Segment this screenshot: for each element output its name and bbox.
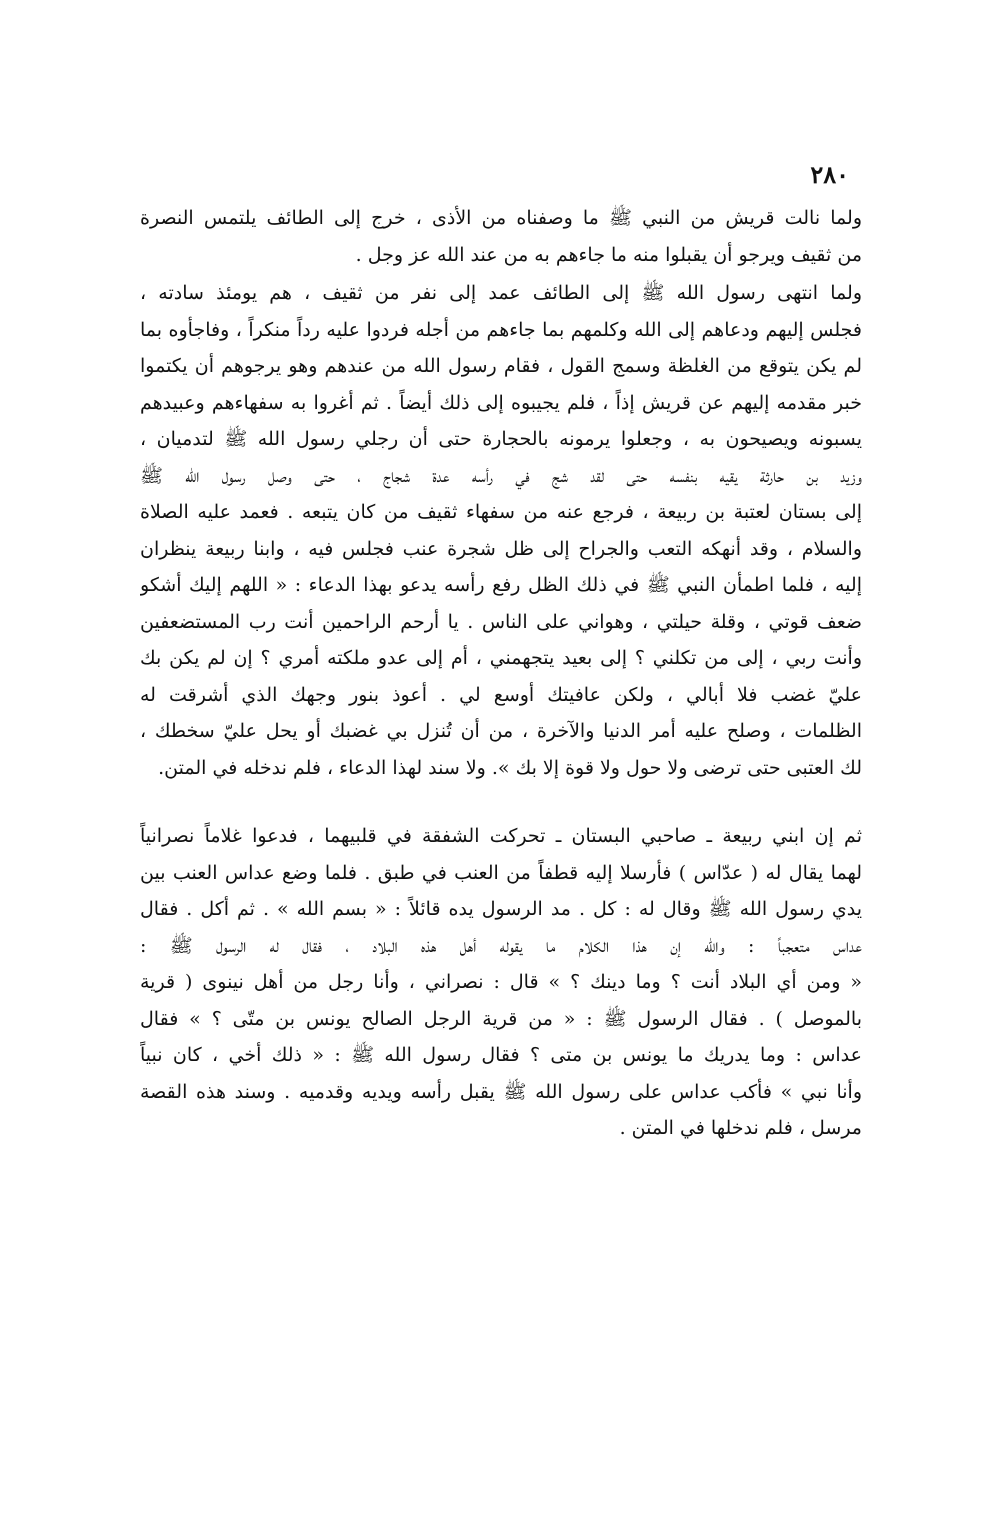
text-line: فجلس إليهم ودعاهم إلى الله وكلمهم بما جاءهم من أجله فردوا عليه رداً منكراً ، وفاجأوه بما	[140, 318, 862, 341]
text-line: والسلام ، وقد أنهكه التعب والجراح إلى ظل شجرة عنب فجلس فيه ، وابنا ربيعة ينظران	[140, 537, 862, 560]
paragraph-3	[140, 818, 862, 1147]
text-line: وزيد بن حارثة يقيه بنفسه حتى لقد شج في رأسه عدة شجاج ، حتى وصل رسول الله ﷺ	[140, 464, 862, 487]
text-line: خبر مقدمه إليهم عن قريش إذاً ، فلم يجيبوه إلى ذلك أيضاً . ثم أغروا به سفهاءهم وعبيدهم	[140, 391, 862, 414]
text-line: من ثقيف ويرجو أن يقبلوا منه ما جاءهم به من عند الله عز وجل .	[355, 243, 862, 266]
text-line: يدي رسول الله ﷺ وقال له : كل . مد الرسول يده قائلاً : « بسم الله » . ثم أكل . فقال	[140, 898, 862, 920]
page-number: ٢٨٠	[810, 160, 849, 189]
body-text	[140, 200, 862, 1147]
text-line: يسبونه ويصيحون به ، وجعلوا يرمونه بالحجارة حتى أن رجلي رسول الله ﷺ لتدميان ،	[140, 428, 862, 450]
text-line: عليّ غضب فلا أبالي ، ولكن عافيتك أوسع لي . أعوذ بنور وجهك الذي أشرقت له	[140, 683, 862, 706]
text-line: بالموصل ) . فقال الرسول ﷺ : « من قرية الرجل الصالح يونس بن متّى ؟ » فقال	[140, 1007, 862, 1030]
paragraph-2	[140, 275, 862, 786]
text-line: لك العتبى حتى ترضى ولا حول ولا قوة إلا بك ». ولا سند لهذا الدعاء ، فلم ندخله في المتن.	[158, 756, 862, 779]
text-line: وأنا نبي » فأكب عداس على رسول الله ﷺ يقبل رأسه ويديه وقدميه . وسند هذه القصة	[140, 1080, 862, 1103]
text-line: ولما نالت قريش من النبي ﷺ ما وصفناه من الأذى ، خرج إلى الطائف يلتمس النصرة	[140, 207, 862, 229]
text-line: عداس : وما يدريك ما يونس بن متى ؟ فقال رسول الله ﷺ : « ذلك أخي ، كان نبياً	[140, 1044, 862, 1066]
text-line: مرسل ، فلم ندخلها في المتن .	[619, 1117, 862, 1139]
text-line: إليه ، فلما اطمأن النبي ﷺ في ذلك الظل رفع رأسه يدعو بهذا الدعاء : « اللهم إليك أشكو	[140, 574, 862, 596]
text-line: الظلمات ، وصلح عليه أمر الدنيا والآخرة ، من أن تُنزل بي غضبك أو يحل عليّ سخطك ،	[140, 720, 862, 742]
text-line: ضعف قوتي ، وقلة حيلتي ، وهواني على الناس . يا أرحم الراحمين أنت رب المستضعفين	[140, 610, 862, 633]
text-line: « ومن أي البلاد أنت ؟ وما دينك ؟ » قال : نصراني ، وأنا رجل من أهل نينوى ( قرية	[140, 971, 862, 993]
paragraph-1	[140, 200, 862, 273]
text-line: وأنت ربي ، إلى من تكلني ؟ إلى بعيد يتجهمني ، أم إلى عدو ملكته أمري ؟ إن لم يكن بك	[140, 647, 862, 669]
text-line: لهما يقال له ( عدّاس ) فأرسلا إليه قطفاً من العنب في طبق . فلما وضع عداس العنب بين	[140, 861, 862, 884]
text-line: عداس متعجباً : والله إن هذا الكلام ما يقوله أهل هذه البلاد ، فقال له الرسول ﷺ :	[140, 934, 862, 957]
text-line: ولما انتهى رسول الله ﷺ إلى الطائف عمد إلى نفر من ثقيف ، هم يومئذ سادته ،	[140, 282, 862, 304]
text-line: ثم إن ابني ربيعة ـ صاحبي البستان ـ تحركت الشفقة في قلبيهما ، فدعوا غلاماً نصرانياً	[140, 825, 862, 847]
text-line: إلى بستان لعتبة بن ربيعة ، فرجع عنه من سفهاء ثقيف من كان يتبعه . فعمد عليه الصلاة	[140, 501, 862, 523]
text-line: لم يكن يتوقع من الغلظة وسمج القول ، فقام رسول الله من عندهم وهو يرجوهم أن يكتموا	[140, 355, 862, 377]
